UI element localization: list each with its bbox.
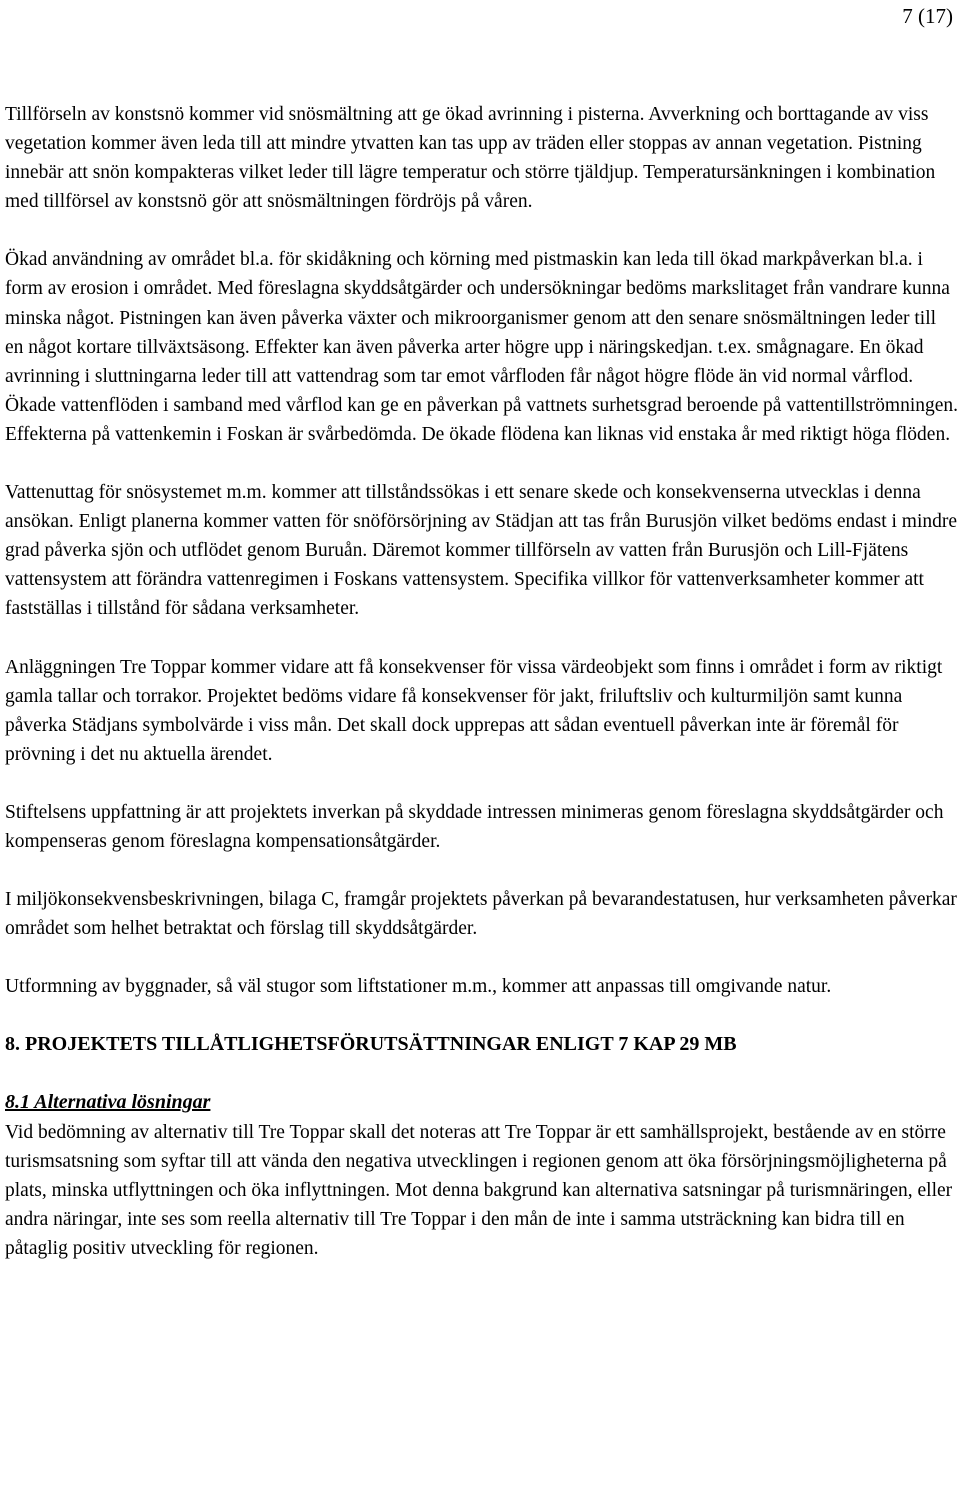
paragraph-alternatives: Vid bedömning av alternativ till Tre Toppar skall det noteras att Tre Toppar är ett samhällsprojekt, bestående av en större turismsatsning som syftar till att vända den negativa utvecklingen i regionen genom att öka försörjningsmöjligheterna på plats, minska utflyttningen och öka inflyttningen. Mot denna bakgrund kan alternativa satsningar på turismnäringen, eller andra näringar, inte ses som reella alternativ till Tre Toppar i den mån de inte i samma utsträckning kan bidra till en påtaglig positiv utveckling för regionen. <box>5 1121 953 1259</box>
paragraph-spacer <box>5 624 958 653</box>
paragraph-building-design: Utformning av byggnader, så väl stugor som liftstationer m.m., kommer att anpassas till omgivande natur. <box>5 976 832 998</box>
paragraph-spacer <box>5 1001 958 1030</box>
paragraph-spacer <box>5 769 958 798</box>
paragraph-spacer <box>5 1059 958 1088</box>
paragraph-water-withdrawal: Vattenuttag för snösystemet m.m. kommer att tillståndssökas i ett senare skede och konsekvenserna utvecklas i denna ansökan. Enligt planerna kommer vatten för snöförsörjning av Städjan att tas från Burusjön vilket bedöms endast i mindre grad påverka sjön och utflödet genom Buruån. Däremot kommer tillförseln av vatten från Burusjön och Lill-Fjätens vattensystem att förändra vattenregimen i Foskans vattensystem. Specifika villkor för vattenverksamheter kommer att fastställas i tillstånd för sådana verksamheter. <box>5 482 958 620</box>
subsection-heading: 8.1 Alternativa lösningar <box>5 1091 211 1114</box>
paragraph-spacer <box>5 943 958 972</box>
section-heading: 8. PROJEKTETS TILLÅTLIGHETSFÖRUTSÄTTNINGAR ENLIGT 7 KAP 29 MB <box>5 1033 737 1056</box>
paragraph-spacer <box>5 449 958 478</box>
paragraph-spacer <box>5 216 958 245</box>
page-number: 7 (17) <box>902 4 953 28</box>
document-body <box>5 100 958 1263</box>
paragraph-foundation-view: Stiftelsens uppfattning är att projektets inverkan på skyddade intressen minimeras genom föreslagna skyddsåtgärder och kompenseras genom föreslagna kompensationsåtgärder. <box>5 801 944 852</box>
paragraph-eia-reference: I miljökonsekvensbeskrivningen, bilaga C, framgår projektets påverkan på bevarandestatusen, hur verksamheten påverkar området som helhet betraktat och förslag till skyddsåtgärder. <box>5 889 957 940</box>
paragraph-ground-impact: Ökad användning av området bl.a. för skidåkning och körning med pistmaskin kan leda till ökad markpåverkan bl.a. i form av erosion i området. Med föreslagna skyddsåtgärder och undersökningar bedöms markslitaget från vandrare kunna minska något. Pistningen kan även påverka växter och mikroorganismer genom att den senare snösmältningen leder till en något kortare tillväxtsäsong. Effekter kan även påverka arter högre upp i näringskedjan. t.ex. smågnagare. En ökad avrinning i sluttningarna leder till att vattendrag som tar emot vårfloden får något högre flöde än vid normal vårflod. Ökade vattenflöden i samband med vårflod kan ge en påverkan på vattnets surhetsgrad beroende på vattentillströmningen. Effekterna på vattenkemin i Foskan är svårbedömda. De ökade flödena kan liknas vid enstaka år med riktigt höga flöden. <box>5 249 959 445</box>
paragraph-snow-runoff: Tillförseln av konstsnö kommer vid snösmältning att ge ökad avrinning i pisterna. Avverkning och borttagande av viss vegetation kommer även leda till att mindre ytvatten kan tas upp av träden eller stoppas av annan vegetation. Pistning innebär att snön kompakteras vilket leder till lägre temperatur och större tjäldjup. Temperatursänkningen i kombination med tillförsel av konstsnö gör att snösmältningen fördröjs på våren. <box>5 104 936 213</box>
paragraph-consequences: Anläggningen Tre Toppar kommer vidare att få konsekvenser för vissa värdeobjekt som finns i området i form av riktigt gamla tallar och torrakor. Projektet bedöms vidare få konsekvenser för jakt, friluftsliv och kulturmiljön samt kunna påverka Städjans symbolvärde i viss mån. Det skall dock upprepas att sådan eventuell påverkan inte är föremål för prövning i det nu aktuella ärendet. <box>5 656 943 765</box>
paragraph-spacer <box>5 856 958 885</box>
